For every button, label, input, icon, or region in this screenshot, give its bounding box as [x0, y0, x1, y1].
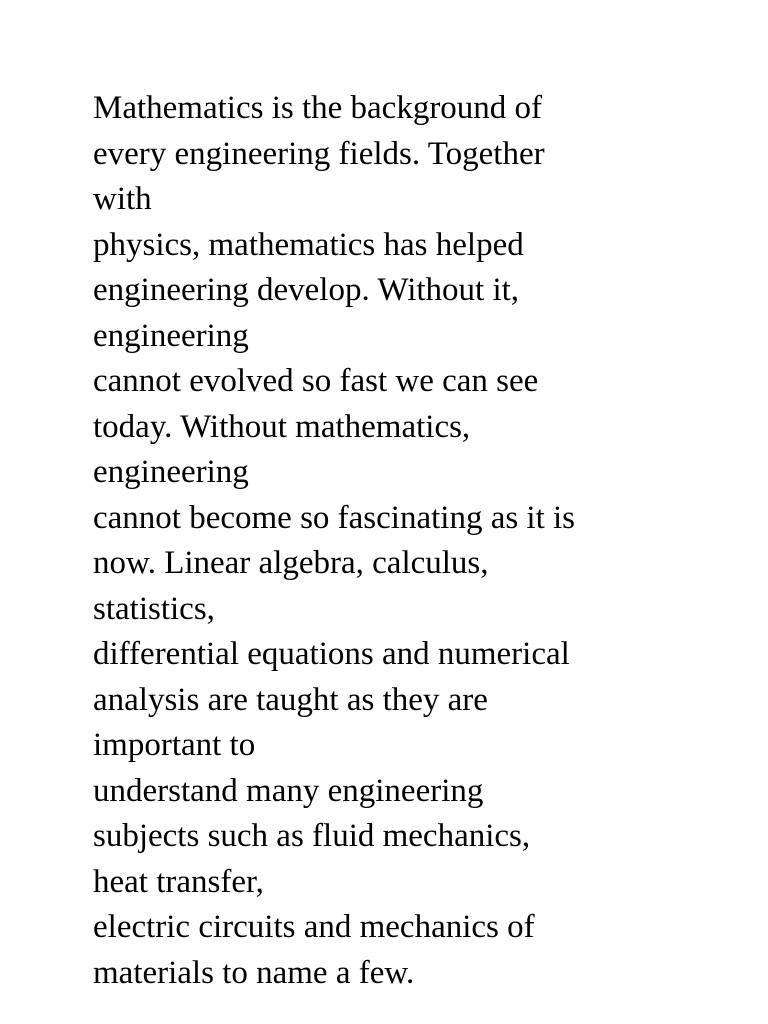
text-line: cannot evolved so fast we can see — [93, 363, 539, 399]
text-line: Mathematics is the background of — [93, 90, 543, 126]
text-line: with — [93, 181, 152, 217]
text-line: analysis are taught as they are — [93, 681, 488, 718]
text-line: differential equations and numerical — [93, 636, 570, 672]
text-line: electric circuits and mechanics of — [93, 909, 535, 945]
text-line: statistics, — [93, 590, 215, 627]
text-line: understand many engineering — [93, 772, 484, 809]
text-line: engineering — [93, 317, 249, 354]
text-line: cannot become so fascinating as it is — [93, 499, 576, 536]
text-line: important to — [93, 727, 256, 763]
text-line: engineering develop. Without it, — [93, 272, 520, 308]
text-line: materials to name a few. — [93, 954, 415, 991]
text-line: now. Linear algebra, calculus, — [93, 545, 489, 581]
text-line: engineering — [93, 454, 249, 490]
body-paragraph — [93, 86, 733, 996]
text-line: physics, mathematics has helped — [93, 226, 524, 263]
text-line: today. Without mathematics, — [93, 408, 471, 445]
text-line: subjects such as fluid mechanics, — [93, 818, 531, 854]
text-line: every engineering fields. Together — [93, 135, 545, 172]
text-line: heat transfer, — [93, 863, 264, 900]
